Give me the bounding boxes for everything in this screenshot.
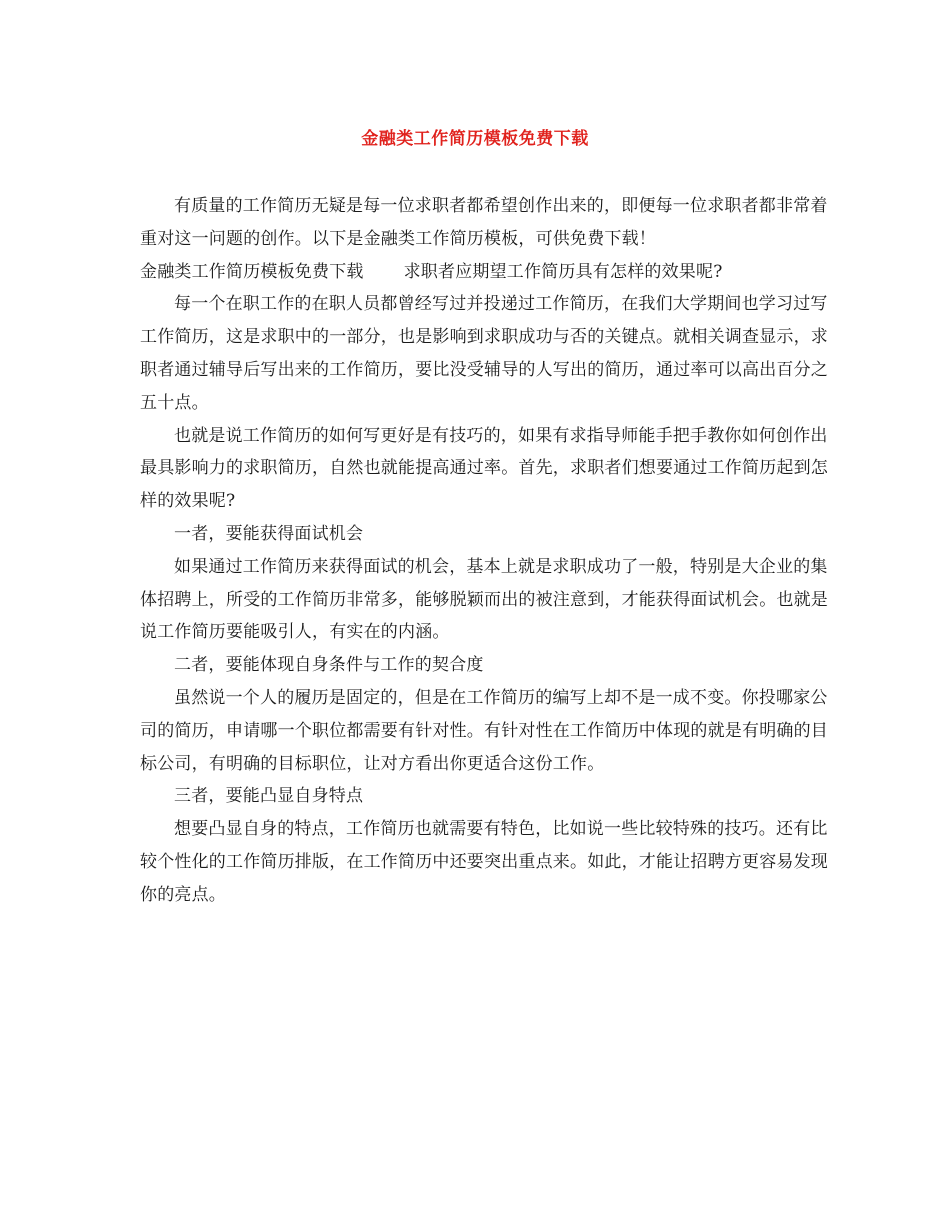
paragraph-4: 虽然说一个人的履历是固定的，但是在工作简历的编写上却不是一成不变。你投哪家公司的简历，申请哪一个职位都需要有针对性。有针对性在工作简历中体现的就是有明确的目标公司，有明确的目标职位，让对方看出你更适合这份工作。 [140, 687, 828, 774]
document-title: 金融类工作简历模板免费下载 [361, 129, 589, 149]
paragraph-2: 也就是说工作简历的如何写更好是有技巧的，如果有求指导师能手把手教你如何创作出最具影响力的求职简历，自然也就能提高通过率。首先，求职者们想要通过工作简历起到怎样的效果呢? [140, 425, 828, 512]
paragraph-3: 如果通过工作简历来获得面试的机会，基本上就是求职成功了一般，特别是大企业的集体招聘上，所受的工作简历非常多，能够脱颖而出的被注意到，才能获得面试机会。也就是说工作简历要能吸引人，有实在的内涵。 [140, 556, 828, 643]
related-question-text: 求职者应期望工作简历具有怎样的效果呢? [403, 261, 723, 282]
paragraph-1: 每一个在职工作的在职人员都曾经写过并投递过工作简历，在我们大学期间也学习过写工作简历，这是求职中的一部分，也是影响到求职成功与否的关键点。就相关调查显示，求职者通过辅导后写出来的工作简历，要比没受辅导的人写出的简历，通过率可以高出百分之五十点。 [140, 294, 828, 413]
document-body [140, 190, 830, 912]
intro-paragraph: 有质量的工作简历无疑是每一位求职者都希望创作出来的，即便每一位求职者都非常着重对这一问题的创作。以下是金融类工作简历模板，可供免费下载！ [140, 196, 828, 249]
heading-point-2: 二者，要能体现自身条件与工作的契合度 [174, 655, 484, 676]
download-link-text[interactable]: 金融类工作简历模板免费下载 [140, 261, 364, 282]
heading-point-1: 一者，要能获得面试机会 [174, 523, 364, 544]
heading-point-3: 三者，要能凸显自身特点 [174, 786, 364, 807]
link-line [140, 256, 830, 289]
paragraph-5: 想要凸显自身的特点，工作简历也就需要有特色，比如说一些比较特殊的技巧。还有比较个性化的工作简历排版，在工作简历中还要突出重点来。如此，才能让招聘方更容易发现你的亮点。 [140, 819, 828, 905]
